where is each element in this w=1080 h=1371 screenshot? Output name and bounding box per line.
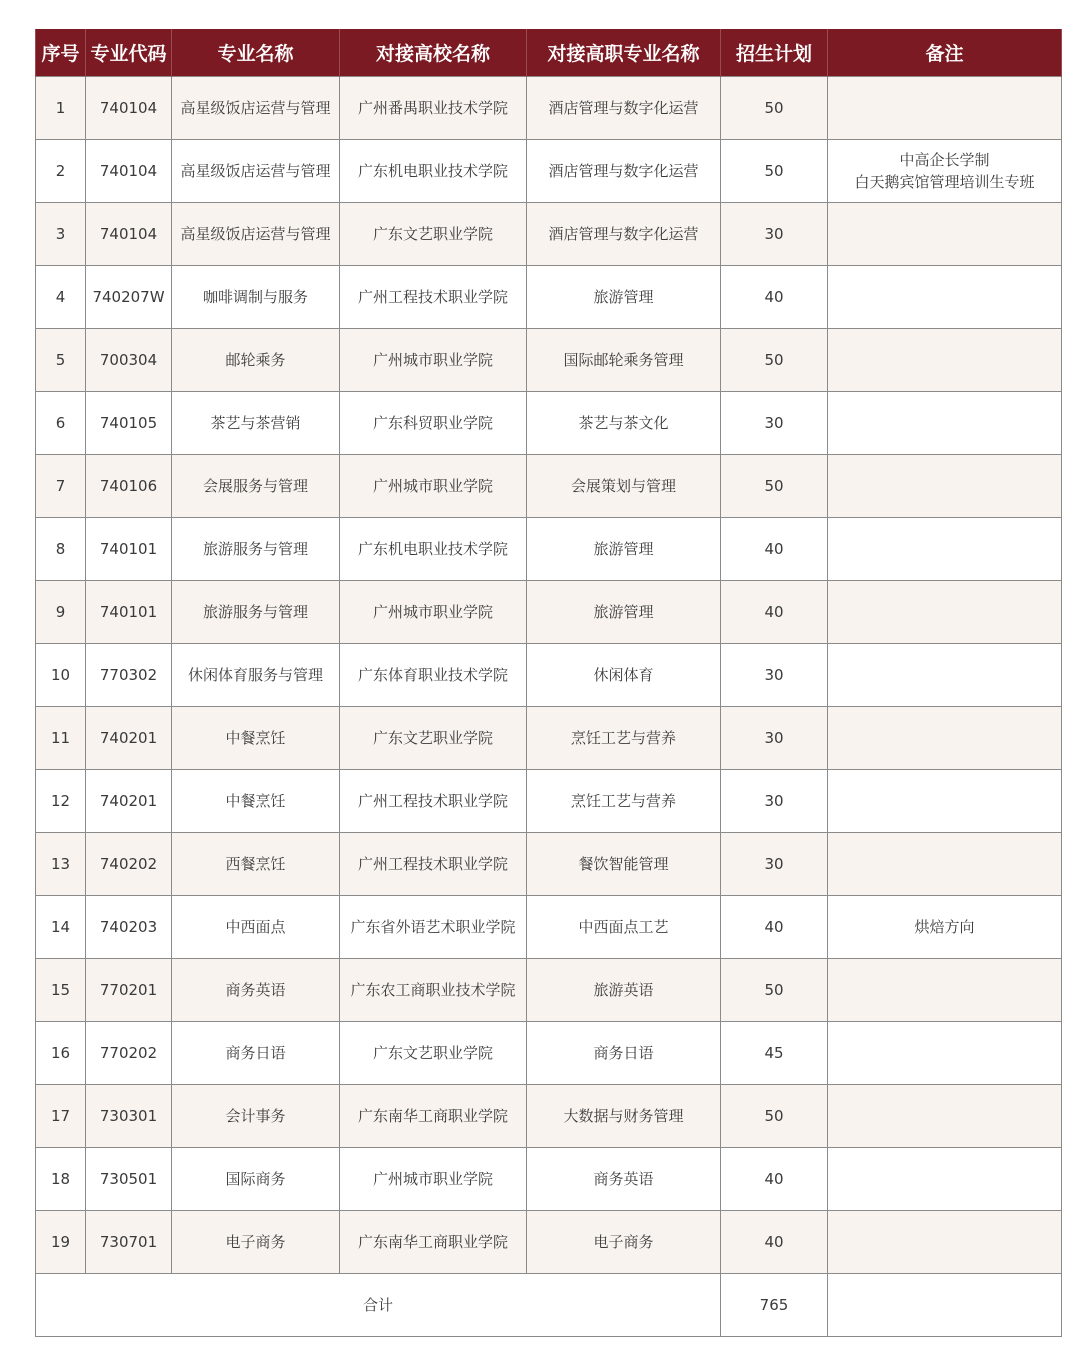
cell-plan: 40 — [721, 896, 828, 959]
cell-plan: 50 — [721, 959, 828, 1022]
cell-target-major: 商务英语 — [527, 1148, 721, 1211]
cell-code: 740203 — [86, 896, 172, 959]
cell-plan: 50 — [721, 455, 828, 518]
cell-code: 770201 — [86, 959, 172, 1022]
cell-college: 广州工程技术职业学院 — [340, 266, 527, 329]
cell-major: 高星级饭店运营与管理 — [172, 140, 340, 203]
cell-remark — [828, 329, 1062, 392]
cell-code: 740105 — [86, 392, 172, 455]
cell-major: 国际商务 — [172, 1148, 340, 1211]
cell-target-major: 酒店管理与数字化运营 — [527, 77, 721, 140]
cell-no: 3 — [36, 203, 86, 266]
cell-major: 咖啡调制与服务 — [172, 266, 340, 329]
cell-college: 广州工程技术职业学院 — [340, 770, 527, 833]
cell-plan: 40 — [721, 1211, 828, 1274]
cell-target-major: 餐饮智能管理 — [527, 833, 721, 896]
cell-code: 700304 — [86, 329, 172, 392]
cell-plan: 50 — [721, 77, 828, 140]
cell-target-major: 会展策划与管理 — [527, 455, 721, 518]
cell-no: 16 — [36, 1022, 86, 1085]
cell-college: 广东文艺职业学院 — [340, 1022, 527, 1085]
cell-target-major: 酒店管理与数字化运营 — [527, 140, 721, 203]
cell-major: 旅游服务与管理 — [172, 581, 340, 644]
cell-plan: 40 — [721, 1148, 828, 1211]
cell-remark — [828, 581, 1062, 644]
cell-code: 740104 — [86, 203, 172, 266]
cell-plan: 50 — [721, 140, 828, 203]
table-row — [36, 644, 1062, 707]
cell-remark — [828, 896, 1062, 959]
remark-line-2: 白天鹅宾馆管理培训生专班 — [854, 173, 1035, 191]
cell-no: 12 — [36, 770, 86, 833]
cell-remark — [828, 1022, 1062, 1085]
cell-college: 广州城市职业学院 — [340, 455, 527, 518]
total-value: 765 — [721, 1274, 828, 1337]
cell-target-major: 商务日语 — [527, 1022, 721, 1085]
cell-no: 9 — [36, 581, 86, 644]
cell-target-major: 茶艺与茶文化 — [527, 392, 721, 455]
cell-plan: 40 — [721, 518, 828, 581]
cell-plan: 50 — [721, 329, 828, 392]
cell-remark — [828, 707, 1062, 770]
enrollment-table-container — [35, 29, 1061, 1337]
cell-college: 广东体育职业技术学院 — [340, 644, 527, 707]
cell-remark — [828, 1211, 1062, 1274]
cell-remark — [828, 266, 1062, 329]
cell-code: 740202 — [86, 833, 172, 896]
cell-plan: 30 — [721, 770, 828, 833]
cell-code: 740101 — [86, 518, 172, 581]
remark-line-1: 中高企长学制 — [899, 151, 990, 169]
cell-remark — [828, 77, 1062, 140]
table-row — [36, 455, 1062, 518]
cell-major: 旅游服务与管理 — [172, 518, 340, 581]
cell-target-major: 中西面点工艺 — [527, 896, 721, 959]
table-row — [36, 896, 1062, 959]
cell-code: 740201 — [86, 707, 172, 770]
cell-target-major: 旅游管理 — [527, 266, 721, 329]
cell-college: 广东机电职业技术学院 — [340, 518, 527, 581]
table-row — [36, 518, 1062, 581]
header-target-major: 对接高职专业名称 — [527, 29, 721, 77]
cell-major: 商务英语 — [172, 959, 340, 1022]
cell-code: 770302 — [86, 644, 172, 707]
cell-remark — [828, 203, 1062, 266]
cell-target-major: 大数据与财务管理 — [527, 1085, 721, 1148]
cell-no: 6 — [36, 392, 86, 455]
cell-target-major: 酒店管理与数字化运营 — [527, 203, 721, 266]
table-header-row — [36, 29, 1062, 77]
cell-major: 中餐烹饪 — [172, 707, 340, 770]
cell-major: 商务日语 — [172, 1022, 340, 1085]
cell-no: 10 — [36, 644, 86, 707]
cell-plan: 30 — [721, 392, 828, 455]
cell-code: 730301 — [86, 1085, 172, 1148]
cell-remark — [828, 455, 1062, 518]
cell-college: 广州工程技术职业学院 — [340, 833, 527, 896]
cell-major: 电子商务 — [172, 1211, 340, 1274]
cell-plan: 45 — [721, 1022, 828, 1085]
table-row — [36, 1148, 1062, 1211]
table-row — [36, 392, 1062, 455]
cell-target-major: 旅游英语 — [527, 959, 721, 1022]
cell-target-major: 休闲体育 — [527, 644, 721, 707]
cell-college: 广东省外语艺术职业学院 — [340, 896, 527, 959]
cell-no: 7 — [36, 455, 86, 518]
cell-major: 休闲体育服务与管理 — [172, 644, 340, 707]
remark-line-1: 烘焙方向 — [914, 918, 975, 936]
total-remark — [828, 1274, 1062, 1337]
cell-major: 中餐烹饪 — [172, 770, 340, 833]
cell-college: 广东文艺职业学院 — [340, 203, 527, 266]
table-row — [36, 833, 1062, 896]
cell-plan: 50 — [721, 1085, 828, 1148]
total-label: 合计 — [36, 1274, 721, 1337]
header-no: 序号 — [36, 29, 86, 77]
cell-remark — [828, 833, 1062, 896]
cell-code: 740207W — [86, 266, 172, 329]
cell-remark — [828, 140, 1062, 203]
table-row — [36, 1211, 1062, 1274]
table-row — [36, 581, 1062, 644]
cell-college: 广东机电职业技术学院 — [340, 140, 527, 203]
header-major: 专业名称 — [172, 29, 340, 77]
table-body — [36, 77, 1062, 1337]
cell-no: 11 — [36, 707, 86, 770]
cell-no: 19 — [36, 1211, 86, 1274]
cell-no: 4 — [36, 266, 86, 329]
cell-college: 广州城市职业学院 — [340, 1148, 527, 1211]
table-row — [36, 1085, 1062, 1148]
cell-remark — [828, 770, 1062, 833]
cell-remark — [828, 1148, 1062, 1211]
cell-major: 茶艺与茶营销 — [172, 392, 340, 455]
cell-remark — [828, 392, 1062, 455]
cell-code: 730701 — [86, 1211, 172, 1274]
cell-college: 广东南华工商职业学院 — [340, 1211, 527, 1274]
table-row — [36, 1022, 1062, 1085]
table-row — [36, 707, 1062, 770]
table-row — [36, 203, 1062, 266]
enrollment-table — [35, 29, 1062, 1337]
cell-no: 2 — [36, 140, 86, 203]
cell-no: 8 — [36, 518, 86, 581]
header-plan: 招生计划 — [721, 29, 828, 77]
cell-target-major: 旅游管理 — [527, 518, 721, 581]
cell-major: 邮轮乘务 — [172, 329, 340, 392]
cell-plan: 30 — [721, 644, 828, 707]
cell-remark — [828, 518, 1062, 581]
cell-college: 广州城市职业学院 — [340, 329, 527, 392]
cell-remark — [828, 959, 1062, 1022]
cell-plan: 30 — [721, 203, 828, 266]
cell-no: 13 — [36, 833, 86, 896]
cell-code: 770202 — [86, 1022, 172, 1085]
table-row — [36, 770, 1062, 833]
cell-code: 740101 — [86, 581, 172, 644]
cell-college: 广东农工商职业技术学院 — [340, 959, 527, 1022]
cell-no: 14 — [36, 896, 86, 959]
cell-college: 广东文艺职业学院 — [340, 707, 527, 770]
cell-target-major: 旅游管理 — [527, 581, 721, 644]
cell-code: 740104 — [86, 140, 172, 203]
cell-no: 15 — [36, 959, 86, 1022]
cell-major: 中西面点 — [172, 896, 340, 959]
table-row — [36, 959, 1062, 1022]
cell-major: 西餐烹饪 — [172, 833, 340, 896]
cell-code: 740104 — [86, 77, 172, 140]
cell-plan: 30 — [721, 707, 828, 770]
cell-college: 广州城市职业学院 — [340, 581, 527, 644]
cell-target-major: 国际邮轮乘务管理 — [527, 329, 721, 392]
cell-plan: 40 — [721, 266, 828, 329]
cell-plan: 40 — [721, 581, 828, 644]
cell-college: 广州番禺职业技术学院 — [340, 77, 527, 140]
cell-code: 730501 — [86, 1148, 172, 1211]
total-row — [36, 1274, 1062, 1337]
table-row — [36, 77, 1062, 140]
table-row — [36, 140, 1062, 203]
cell-college: 广东科贸职业学院 — [340, 392, 527, 455]
cell-no: 1 — [36, 77, 86, 140]
cell-code: 740201 — [86, 770, 172, 833]
cell-no: 17 — [36, 1085, 86, 1148]
cell-remark — [828, 644, 1062, 707]
cell-major: 高星级饭店运营与管理 — [172, 203, 340, 266]
cell-code: 740106 — [86, 455, 172, 518]
cell-no: 5 — [36, 329, 86, 392]
table-row — [36, 266, 1062, 329]
header-code: 专业代码 — [86, 29, 172, 77]
cell-target-major: 烹饪工艺与营养 — [527, 707, 721, 770]
table-row — [36, 329, 1062, 392]
header-remark: 备注 — [828, 29, 1062, 77]
cell-major: 高星级饭店运营与管理 — [172, 77, 340, 140]
cell-remark — [828, 1085, 1062, 1148]
cell-no: 18 — [36, 1148, 86, 1211]
cell-major: 会计事务 — [172, 1085, 340, 1148]
cell-plan: 30 — [721, 833, 828, 896]
cell-college: 广东南华工商职业学院 — [340, 1085, 527, 1148]
header-college: 对接高校名称 — [340, 29, 527, 77]
cell-major: 会展服务与管理 — [172, 455, 340, 518]
cell-target-major: 烹饪工艺与营养 — [527, 770, 721, 833]
cell-target-major: 电子商务 — [527, 1211, 721, 1274]
